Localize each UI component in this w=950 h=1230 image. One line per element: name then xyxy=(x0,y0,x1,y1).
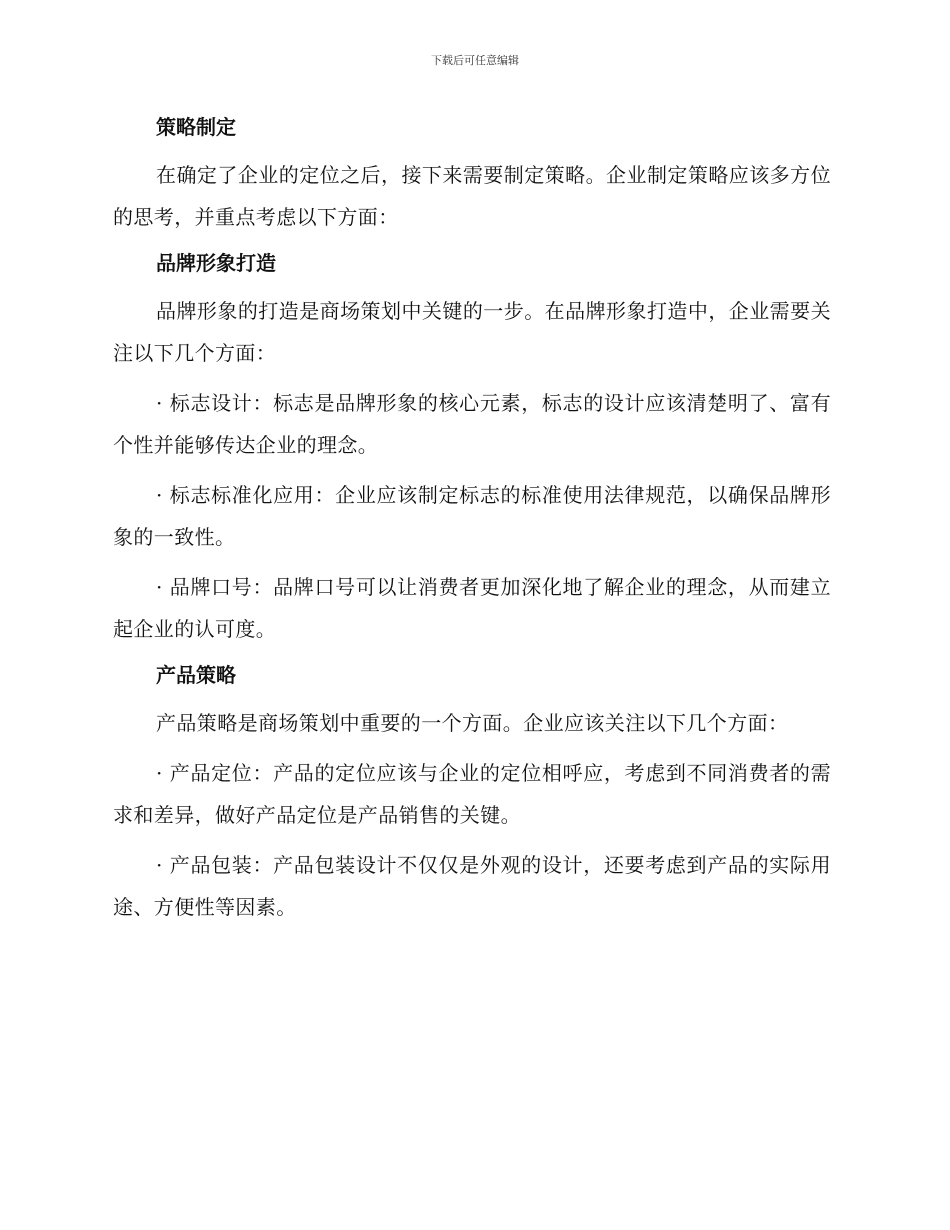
section-heading-strategy: 策略制定 xyxy=(156,115,236,139)
strategy-intro-paragraph: 在确定了企业的定位之后，接下来需要制定策略。企业制定策略应该多方位的思考，并重点考虑以下方面： xyxy=(113,163,831,229)
product-item-positioning: · 产品定位：产品的定位应该与企业的定位相呼应，考虑到不同消费者的需求和差异，做好产品定位是产品销售的关键。 xyxy=(113,761,831,827)
brand-item-slogan: · 品牌口号：品牌口号可以让消费者更加深化地了解企业的理念，从而建立起企业的认可度。 xyxy=(113,575,831,641)
brand-intro-paragraph: 品牌形象的打造是商场策划中关键的一步。在品牌形象打造中，企业需要关注以下几个方面： xyxy=(113,299,831,365)
section-heading-brand: 品牌形象打造 xyxy=(156,251,276,275)
section-heading-product: 产品策略 xyxy=(156,663,236,687)
brand-item-logo-standard: · 标志标准化应用：企业应该制定标志的标准使用法律规范，以确保品牌形象的一致性。 xyxy=(113,483,831,549)
brand-item-logo-design: · 标志设计：标志是品牌形象的核心元素，标志的设计应该清楚明了、富有个性并能够传达企业的理念。 xyxy=(113,391,831,457)
page-header: 下载后可任意编辑 xyxy=(431,54,519,67)
product-intro-paragraph: 产品策略是商场策划中重要的一个方面。企业应该关注以下几个方面： xyxy=(156,711,789,735)
document-body xyxy=(113,110,831,928)
product-item-packaging: · 产品包装：产品包装设计不仅仅是外观的设计，还要考虑到产品的实际用途、方便性等因素。 xyxy=(113,853,831,919)
